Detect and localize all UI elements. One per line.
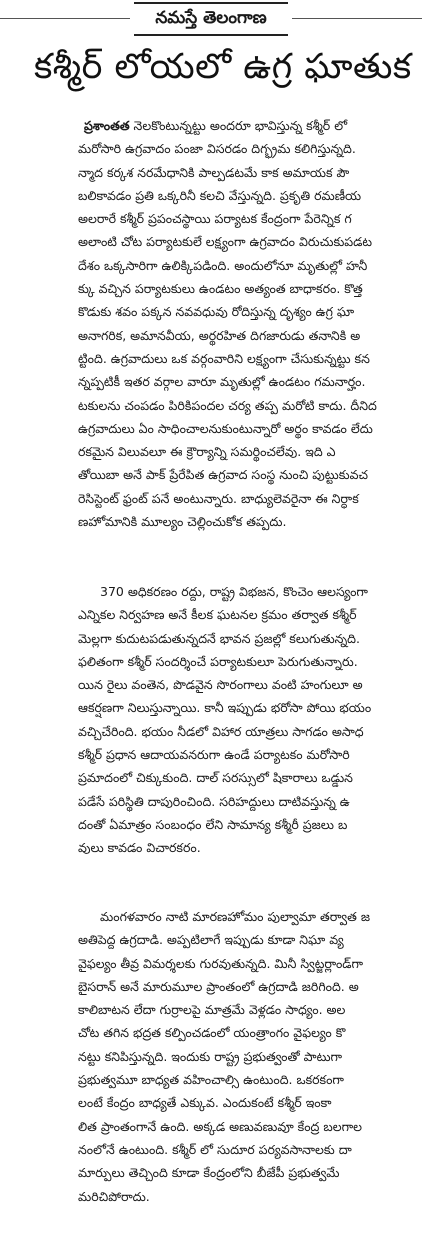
paragraph-line: ప్రమాదంలో చిక్కుకుంది. దాల్ సరస్సులో షికారాలు ఒడ్డున [78, 770, 353, 786]
masthead: నమస్తే తెలంగాణ [134, 2, 288, 36]
paragraph-line: వచ్చిచేరింది. భయం నీడలో విహార యాత్రలు సాగడం అసాధ [78, 723, 364, 739]
paragraph-line: ఆకర్షణగా నిలుస్తున్నాయి. కానీ ఇప్పుడు భరోసా పోయి భయం [78, 700, 372, 716]
paragraph-line: కాలిబాటన లేదా గుర్రాలపై మాత్రమే వెళ్లడం సాధ్యం. అల [78, 1002, 346, 1018]
paragraph-line: ప్రభుత్వమూ బాధ్యత వహించాల్సి ఉంటుంది. ఒకరకంగా [78, 1072, 344, 1088]
paragraph-line: దంతో ఏమాత్రం సంబంధం లేని సామాన్య కశ్మీరీ ప్రజలు బ [78, 816, 348, 832]
masthead-rule-right [292, 18, 422, 19]
paragraph-line: మార్పులు తెచ్చింది కూడా కేంద్రంలోని బీజేపీ ప్రభుత్వమే [78, 1165, 340, 1181]
paragraph-line: దేశం ఒక్కసారిగా ఉలిక్కిపడింది. అందులోనూ మృతుల్లో హనీ [78, 257, 368, 273]
paragraph-line: న్మాద కర్కశ నరమేధానికి పాల్పడటమే కాక అమాయక పౌ [78, 164, 350, 180]
paragraph-line: టకులను చంపడం పిరికిపందల చర్య తప్ప మరోటి కాదు. దీనిద [78, 397, 377, 413]
paragraph-line: రెసిస్టెంట్ ఫ్రంట్ పనే అంటున్నారు. బాధ్యులెవరైనా ఈ నిర్ధాక [78, 490, 359, 506]
paragraph-line [84, 114, 422, 137]
paragraph-line: చోట తగిన భద్రత కల్పించడంలో యంత్రాంగం వైఫల్యం కొ [78, 1025, 346, 1041]
paragraph-line: నంలోనే ఉంటుంది. కశ్మీర్ లో సుదూర పర్యవసానాలకు దా [78, 1141, 352, 1157]
paragraph-line: ఎన్నికల నిర్వహణ అనే కీలక ఘటనల క్రమం తర్వాత కశ్మీర్ [78, 607, 357, 623]
paragraph-line: మరోసారి ఉగ్రవాదం పంజా విసరడం దిగ్భ్రమ కలిగిస్తున్నది. [78, 141, 356, 157]
paragraph-line: కొడుకు శవం పక్కన నవవధువు రోదిస్తున్న దృశ్యం ఉగ్ర ఘా [78, 304, 355, 320]
editorial-paragraph-2 [78, 580, 422, 860]
lead-word: ప్రశాంతత [84, 118, 130, 133]
line-text: నెలకొంటున్నట్టు అందరూ భావిస్తున్న కశ్మీర్ లో [129, 118, 348, 133]
paragraph-line: అనాగరిక, అమానవీయ, అర్థరహిత దిగజారుడు తనానికి అ [78, 327, 361, 343]
paragraph-line: ఫలితంగా కశ్మీర్ సందర్శించే పర్యాటకులూ పెరుగుతున్నారు. [78, 653, 358, 669]
paragraph-line: వులు కావడం విచారకరం. [78, 840, 201, 856]
paragraph-line: బలికావడం ప్రతి ఒక్కరినీ కలచి వేస్తున్నది. ప్రకృతి రమణీయ [78, 187, 362, 203]
paragraph-line: రకమైన విలువలూ ఈ క్రౌర్యాన్ని సమర్థించలేవు. ఇది ఎ [78, 444, 336, 460]
paragraph-line: ణహోమానికి మూల్యం చెల్లించుకోక తప్పదు. [78, 514, 287, 530]
paragraph-line: 370 అధికరణం రద్దు, రాష్ట్ర విభజన, కొంచెం ఆలస్యంగా [100, 584, 368, 599]
paragraph-line: కశ్మీర్ ప్రధాన ఆదాయవనరుగా ఉండే పర్యాటకం మరోసారి [78, 747, 350, 763]
paragraph-line: ట్టింది. ఉగ్రవాదులు ఒక వర్గంవారిని లక్ష్యంగా చేసుకున్నట్టు కన [78, 350, 370, 366]
paragraph-line: పడేసే పరిస్థితి దాపురించింది. సరిహద్దులు దాటివస్తున్న ఉ [78, 793, 350, 809]
paragraph-line: యిన రైలు వంతెన, పొడవైన సొరంగాలు వంటి హంగులూ అ [78, 677, 363, 693]
paragraph-line: మరిచిపోరాదు. [78, 1188, 150, 1204]
paragraph-line: లంటే కేంద్రం బాధ్యతే ఎక్కువ. ఎందుకంటే కశ్మీర్ ఇంకా [78, 1095, 332, 1111]
paragraph-line: అలాంటి చోట పర్యాటకులే లక్ష్యంగా ఉగ్రవాదం విరుచుకుపడట [78, 234, 373, 250]
paragraph-line: ఉగ్రవాదులు ఏం సాధించాలనుకుంటున్నారో అర్థం కావడం లేదు [78, 420, 373, 436]
headline: కశ్మీర్ లోయలో ఉగ్ర ఘాతుక [34, 47, 412, 87]
paragraph-line: లిత ప్రాంతంగానే ఉంది. అక్కడ అణువణువూ కేంద్ర బలగాల [78, 1118, 362, 1134]
paragraph-line: మెల్లగా కుదుటపడుతున్నదనే భావన ప్రజల్లో కలుగుతున్నది. [78, 630, 360, 646]
paragraph-line: తోయిబా అనే పాక్ ప్రేరేపిత ఉగ్రవాద సంస్థ నుంచి పుట్టుకువచ [78, 467, 368, 483]
paragraph-line: నట్టు కనిపిస్తున్నది. ఇందుకు రాష్ట్ర ప్రభుత్వంతో పాటుగా [78, 1048, 343, 1064]
paragraph-line: అతిపెద్ద ఉగ్రదాడి. అప్పటిలాగే ఇప్పుడు కూడా నిఘా వ్య [78, 932, 344, 948]
paragraph-line: అలరారే కశ్మీర్ ప్రపంచస్థాయి పర్యాటక కేంద్రంగా పేరెన్నిక గ [78, 211, 352, 227]
masthead-rule-left [0, 18, 130, 19]
paragraph-line: మంగళవారం నాటి మారణహోమం పుల్వామా తర్వాత జ [100, 909, 370, 924]
paragraph-line: న్నప్పటికీ ఇతర వర్గాల వారూ మృతుల్లో ఉండటం గమనార్హం. [78, 374, 366, 390]
paragraph-line: వైఫల్యం తీవ్ర విమర్శలకు గురవుతున్నది. మినీ స్విట్జర్లాండ్‌గా [78, 955, 364, 971]
paragraph-line: క్కు వచ్చిన పర్యాటకులు ఉండటం అత్యంత బాధాకరం. కొత్త [78, 281, 363, 297]
paragraph-line: బైసరాన్ అనే మారుమూల ప్రాంతంలో ఉగ్రదాడి జరిగింది. అ [78, 978, 359, 994]
editorial-paragraph-3 [78, 905, 422, 1208]
editorial-paragraph-1 [78, 114, 422, 533]
